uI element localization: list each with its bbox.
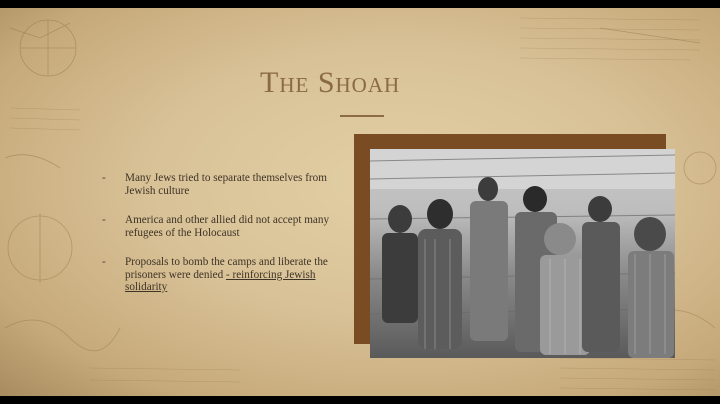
- bullet-item: [100, 172, 330, 197]
- bullet-underlined-text: - reinforcing Jewish solidarity: [125, 268, 316, 293]
- bullet-dash: -: [102, 172, 106, 184]
- bullet-text: Proposals to bomb the camps and liberate the prisoners were denied: [125, 256, 328, 281]
- bullet-dash: -: [102, 256, 106, 268]
- bullet-text: Many Jews tried to separate themselves from Jewish culture: [125, 172, 327, 197]
- slide: [0, 8, 720, 396]
- bullet-text: America and other allied did not accept many refugees of the Holocaust: [125, 214, 330, 239]
- bullet-list: [100, 172, 330, 311]
- children-photo: [370, 149, 675, 358]
- slide-title: The Shoah: [260, 66, 401, 99]
- bullet-item: [100, 214, 330, 239]
- title-underline: [340, 115, 384, 117]
- children-behind-barbed-wire-image: [370, 149, 675, 358]
- bullet-item: [100, 256, 330, 294]
- bullet-dash: -: [102, 214, 106, 226]
